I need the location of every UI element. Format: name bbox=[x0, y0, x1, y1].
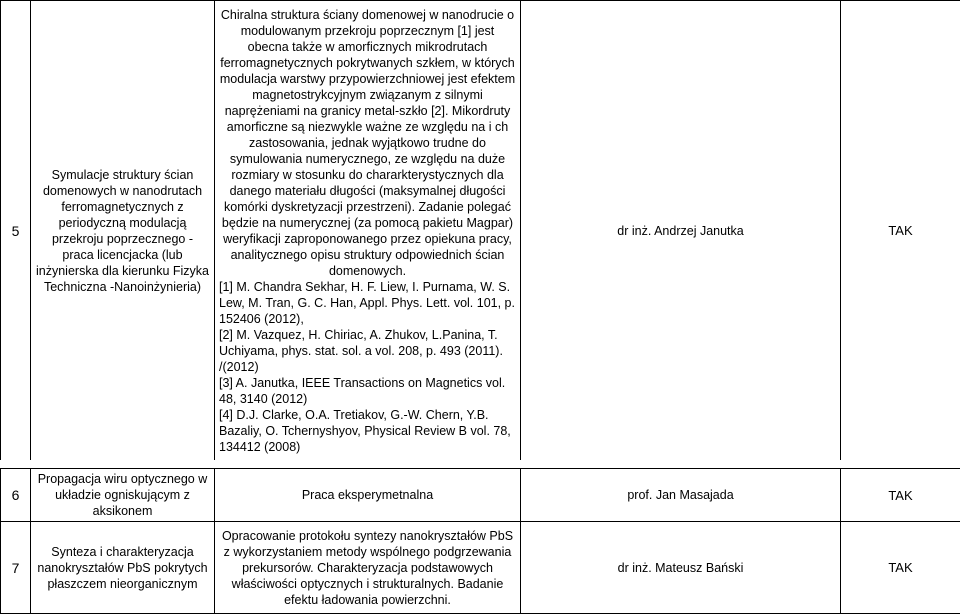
topic-description: Opracowanie protokołu syntezy nanokryształów PbS z wykorzystaniem metody wspólnego podgrzewania prekursorów. Charakteryzacja podstawowych właściwości optycznych i strukturalnych. Badanie efektu ładowania powierzchni. bbox=[215, 522, 521, 614]
topic-title: Symulacje struktury ścian domenowych w nanodrutach ferromagnetycznych z periodyczną modulacją przekroju poprzecznego - praca licencjacka (lub inżynierska dla kierunku Fizyka Techniczna -Nanoinżynieria) bbox=[31, 1, 215, 461]
availability-status: TAK bbox=[841, 469, 960, 522]
topic-title: Synteza i charakteryzacja nanokryształów PbS pokrytych płaszczem nieorganicznym bbox=[31, 522, 215, 614]
supervisor: dr inż. Andrzej Janutka bbox=[521, 1, 841, 461]
availability-status: TAK bbox=[841, 1, 960, 461]
availability-status: TAK bbox=[841, 522, 960, 614]
description-text: Chiralna struktura ściany domenowej w nanodrucie o modulowanym przekroju poprzecznym [1] jest obecna także w amorficznych mikrodrutach ferromagnetycznych pokrytwanych szkłem, w których modulacja warstwy przypowierzchniowej jest efektem magnetostrykcyjnym związanym z silnymi naprężeniami na granicy metal-szkło [2]. Mikordruty amorficzne są niezwykle ważne ze względu na i ch zastosowania, jednak wyjątkowo trudne do symulowania numerycznego, ze względu na duże rozmiary w stosunku do chararkterystycznych dla danego materiału długości (maksymalnej długości komórki dyskretyzacji przestrzeni). Zadanie polegać będzie na numerycznej (za pomocą pakietu Magpar) weryfikacji zaproponowanego przez opiekuna pracy, analitycznego opisu struktury odpowiednich ścian domenowych. bbox=[219, 7, 516, 278]
topic-title: Propagacja wiru optycznego w układzie ogniskującym z aksikonem bbox=[31, 469, 215, 522]
reference-4: [4] D.J. Clarke, O.A. Tretiakov, G.-W. Chern, Y.B. Bazaliy, O. Tchernyshyov, Physical Review B vol. 78, 134412 (2008) bbox=[219, 407, 511, 454]
row-number: 5 bbox=[1, 1, 31, 461]
supervisor: dr inż. Mateusz Bański bbox=[521, 522, 841, 614]
table-row bbox=[1, 1, 960, 461]
reference-1: [1] M. Chandra Sekhar, H. F. Liew, I. Purnama, W. S. Lew, M. Tran, G. C. Han, Appl. Phys. Lett. vol. 101, p. 152406 (2012), bbox=[219, 279, 515, 326]
table-row bbox=[1, 522, 960, 614]
topic-description: Praca eksperymetnalna bbox=[215, 469, 521, 522]
reference-2: [2] M. Vazquez, H. Chiriac, A. Zhukov, L.Panina, T. Uchiyama, phys. stat. sol. a vol. 208, p. 493 (2011). /(2012) bbox=[219, 327, 503, 374]
topic-description bbox=[215, 1, 521, 461]
reference-3: [3] A. Janutka, IEEE Transactions on Magnetics vol. 48, 3140 (2012) bbox=[219, 375, 506, 406]
table-gap bbox=[0, 460, 960, 468]
table-row bbox=[1, 469, 960, 522]
supervisor: prof. Jan Masajada bbox=[521, 469, 841, 522]
row-number: 7 bbox=[1, 522, 31, 614]
row-number: 6 bbox=[1, 469, 31, 522]
topics-table-lower bbox=[0, 468, 960, 614]
